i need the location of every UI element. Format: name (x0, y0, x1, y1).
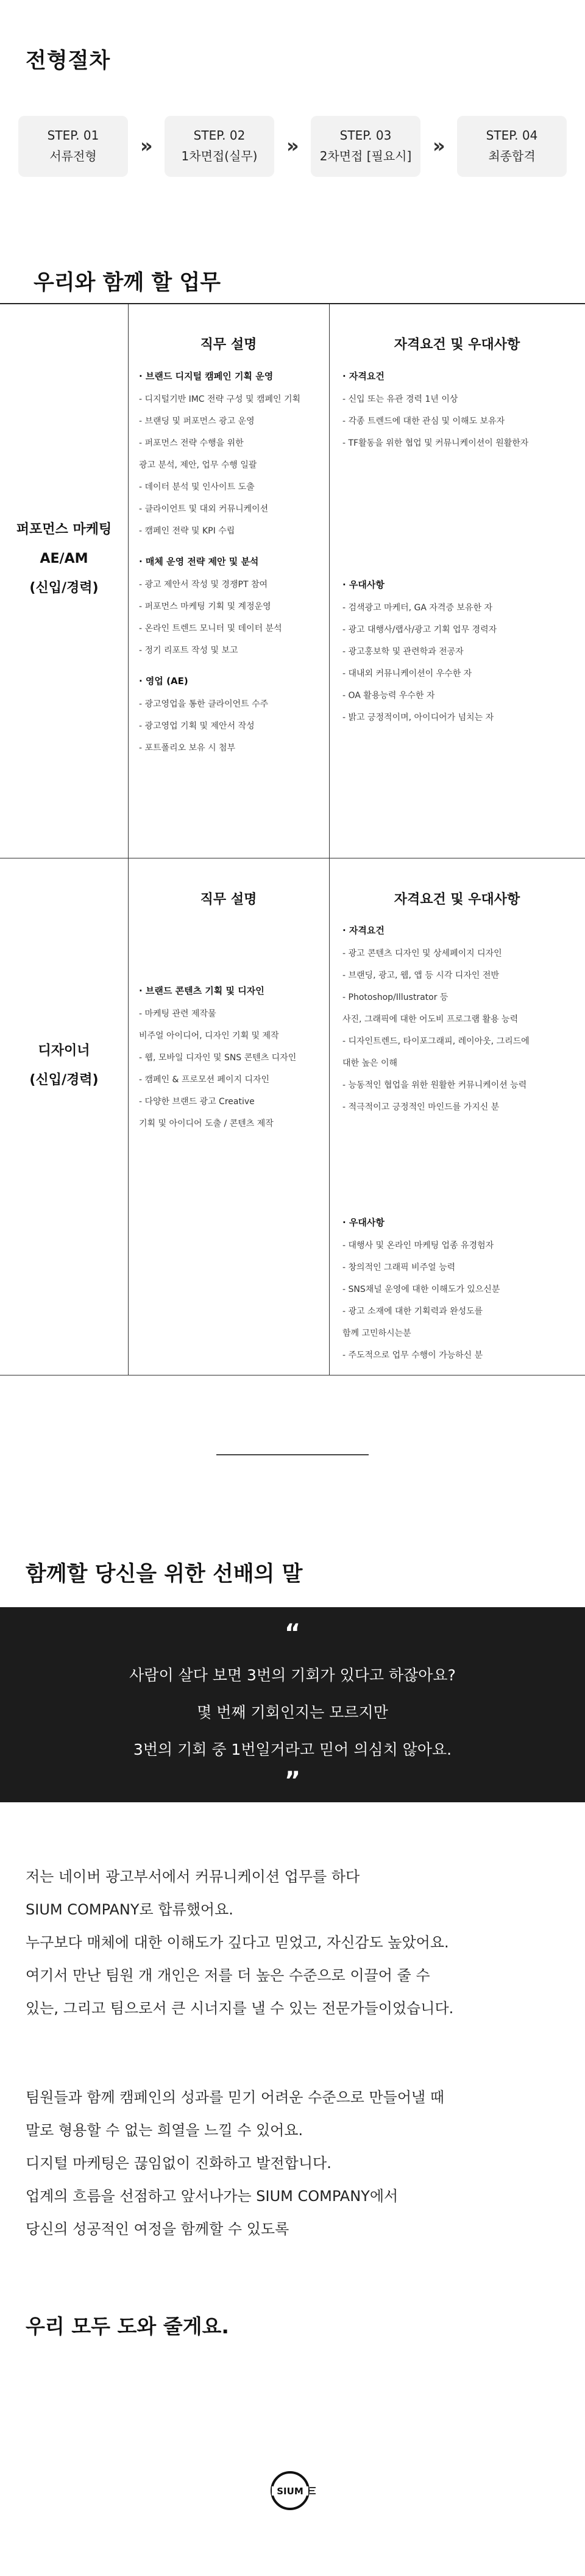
list-item: - 퍼포먼스 마케팅 기획 및 계정운영 (139, 602, 271, 612)
step-name: 서류전형 (49, 149, 97, 163)
list-item: - 포트폴리오 보유 시 첨부 (139, 743, 236, 753)
list-item: - SNS채널 운영에 대한 이해도가 있으신분 (342, 1285, 500, 1294)
col-header-duty: 직무 설명 (200, 892, 257, 907)
chevron-right-icon: » (140, 134, 153, 157)
section-divider (216, 1454, 369, 1455)
jobs-title: 우리와 함께 할 업무 (34, 271, 221, 295)
step-3 (311, 116, 420, 177)
logo-text: SIUM (277, 2486, 303, 2497)
process-steps (18, 116, 567, 177)
row-label-marketing (0, 515, 128, 603)
step-number: STEP. 04 (486, 128, 538, 143)
table-top-rule (0, 303, 585, 304)
row-label-line: AE/AM (40, 551, 88, 566)
list-item: - 브랜딩 및 퍼포먼스 광고 운영 (139, 416, 255, 426)
list-heading: · 자격요건 (342, 925, 385, 936)
list-item: - 캠페인 & 프로모션 페이지 디자인 (139, 1075, 270, 1085)
list-heading: · 브랜드 디지털 캠페인 기획 운영 (139, 371, 274, 382)
step-1 (18, 116, 128, 177)
list-heading: · 브랜드 콘텐츠 기획 및 디자인 (139, 985, 264, 996)
row-label-line: 퍼포먼스 마케팅 (16, 522, 112, 537)
list-heading: · 매체 운영 전략 제안 및 분석 (139, 556, 259, 567)
step-number: STEP. 02 (193, 128, 246, 143)
list-item: - 주도적으로 업무 수행이 가능하신 분 (342, 1350, 483, 1360)
list-heading: · 자격요건 (342, 371, 385, 382)
list-item: - 광고 콘텐츠 디자인 및 상세페이지 디자인 (342, 949, 502, 958)
quote-line: 3번의 기회 중 1번일거라고 믿어 의심치 않아요. (133, 1741, 452, 1758)
list-item: 사진, 그래픽에 대한 어도비 프로그램 활용 능력 (342, 1015, 519, 1024)
list-item: - 검색광고 마케터, GA 자격증 보유한 자 (342, 603, 492, 613)
list-item: - 캠페인 전략 및 KPI 수립 (139, 526, 235, 536)
list-item: - 대행사 및 온라인 마케팅 업종 유경험자 (342, 1241, 494, 1251)
list-item: 광고 분석, 제안, 업무 수행 일괄 (139, 460, 257, 470)
list-item: - 각종 트렌드에 대한 관심 및 이해도 보유자 (342, 416, 505, 426)
chevron-right-icon: » (286, 134, 299, 157)
paragraph-line: 저는 네이버 광고부서에서 커뮤니케이션 업무를 하다 (26, 1868, 360, 1885)
paragraph-line: 있는, 그리고 팀으로서 큰 시너지를 낼 수 있는 전문가들이었습니다. (26, 2000, 454, 2017)
step-4 (457, 116, 567, 177)
logo-mark (310, 2493, 316, 2494)
paragraph-line: 팀원들과 함께 캠페인의 성과를 믿기 어려운 수준으로 만들어낼 때 (26, 2089, 444, 2106)
list-item: - OA 활용능력 우수한 자 (342, 691, 435, 701)
list-item: - TF활동을 위한 협업 및 커뮤니케이션이 원활한자 (342, 438, 529, 448)
step-name: 2차면접 [필요시] (319, 149, 412, 163)
list-heading: · 영업 (AE) (139, 676, 188, 687)
open-quote-icon: “ (284, 1619, 301, 1647)
step-2 (165, 116, 274, 177)
logo-mark (310, 2490, 314, 2491)
step-number: STEP. 01 (47, 128, 99, 143)
col-header-qual: 자격요건 및 우대사항 (394, 337, 520, 352)
quote-banner (0, 1607, 585, 1802)
list-item: - 광고 제안서 작성 및 경쟁PT 참여 (139, 580, 268, 590)
list-item: 비주얼 아이디어, 디자인 기획 및 제작 (139, 1031, 279, 1041)
step-name: 1차면접(실무) (181, 149, 258, 163)
column-divider (128, 858, 129, 1375)
list-item: - 대내외 커뮤니케이션이 우수한 자 (342, 669, 472, 679)
list-item: - Photoshop/Illustrator 등 (342, 993, 448, 1002)
col-header-qual: 자격요건 및 우대사항 (394, 892, 520, 907)
paragraph-line: 업계의 흐름을 선점하고 앞서나가는 SIUM COMPANY에서 (26, 2188, 399, 2205)
list-item: - 정기 리포트 작성 및 보고 (139, 646, 238, 655)
list-item: - 적극적이고 긍정적인 마인드를 가지신 분 (342, 1102, 500, 1112)
list-item: - 클라이언트 및 대외 커뮤니케이션 (139, 504, 269, 514)
list-item: - 디자인트렌드, 타이포그래피, 레이아웃, 그리드에 (342, 1036, 530, 1046)
close-quote-icon: ” (284, 1767, 301, 1795)
list-item: - 광고 소재에 대한 기획력과 완성도를 (342, 1307, 483, 1316)
list-heading: · 우대사항 (342, 1217, 385, 1228)
list-item: - 웹, 모바일 디자인 및 SNS 콘텐츠 디자인 (139, 1053, 297, 1063)
paragraph-line: SIUM COMPANY로 합류했어요. (26, 1901, 233, 1918)
list-item: - 다양한 브랜드 광고 Creative (139, 1097, 255, 1107)
paragraph-line: 디지털 마케팅은 끊임없이 진화하고 발전합니다. (26, 2155, 332, 2172)
list-item: - 창의적인 그래픽 비주얼 능력 (342, 1263, 456, 1272)
closing-line: 우리 모두 도와 줄게요. (26, 2314, 229, 2338)
list-item: - 디지털기반 IMC 전략 구성 및 캠페인 기획 (139, 394, 301, 404)
list-item: - 광고 대행사/랩사/광고 기획 업무 경력자 (342, 625, 497, 635)
list-item: - 광고영업을 통한 클라이언트 수주 (139, 699, 269, 709)
logo-mark (310, 2487, 316, 2488)
list-heading: · 우대사항 (342, 579, 385, 590)
list-item: - 데이터 분석 및 인사이트 도출 (139, 482, 255, 492)
chevron-right-icon: » (433, 134, 445, 157)
list-item: - 광고홍보학 및 관련학과 전공자 (342, 647, 464, 657)
row-label-line: (신입/경력) (29, 580, 99, 596)
list-item: - 광고영업 기획 및 제안서 작성 (139, 721, 255, 731)
step-name: 최종합격 (488, 149, 536, 163)
process-title: 전형절차 (26, 49, 111, 73)
list-item: - 온라인 트렌드 모니터 및 데이터 분석 (139, 624, 282, 633)
paragraph-line: 당신의 성공적인 여정을 함께할 수 있도록 (26, 2221, 289, 2238)
list-item: - 밝고 긍정적이며, 아이디어가 넘치는 자 (342, 713, 494, 722)
list-item: - 브랜딩, 광고, 웹, 앱 등 시각 디자인 전반 (342, 971, 499, 980)
quote-line: 몇 번째 기회인지는 모르지만 (197, 1704, 388, 1721)
list-item: - 신입 또는 유관 경력 1년 이상 (342, 394, 458, 404)
list-item: 기획 및 아이디어 도출 / 콘텐츠 제작 (139, 1119, 274, 1129)
col-header-duty: 직무 설명 (200, 337, 257, 352)
row-label-line: 디자이너 (38, 1043, 90, 1058)
list-item: - 마케팅 관련 제작물 (139, 1009, 216, 1019)
list-item: - 능동적인 협업을 위한 원활한 커뮤니케이션 능력 (342, 1080, 527, 1090)
column-divider (128, 304, 129, 858)
row-label-line: (신입/경력) (29, 1072, 99, 1088)
words-title: 함께할 당신을 위한 선배의 말 (26, 1562, 303, 1586)
quote-line: 사람이 살다 보면 3번의 기회가 있다고 하잖아요? (129, 1666, 456, 1684)
paragraph-line: 여기서 만난 팀원 개 개인은 저를 더 높은 수준으로 이끌어 줄 수 (26, 1967, 430, 1984)
list-item: - 퍼포먼스 전략 수행을 위한 (139, 438, 244, 448)
sium-logo (268, 2466, 317, 2515)
paragraph-line: 누구보다 매체에 대한 이해도가 깊다고 믿었고, 자신감도 높았어요. (26, 1934, 449, 1951)
list-item: 대한 높은 이해 (342, 1058, 398, 1068)
column-divider (329, 858, 330, 1375)
row-label-designer (0, 1036, 128, 1095)
column-divider (329, 304, 330, 858)
step-number: STEP. 03 (339, 128, 392, 143)
paragraph-line: 말로 형용할 수 없는 희열을 느낄 수 있어요. (26, 2122, 303, 2139)
list-item: 함께 고민하시는분 (342, 1329, 411, 1338)
